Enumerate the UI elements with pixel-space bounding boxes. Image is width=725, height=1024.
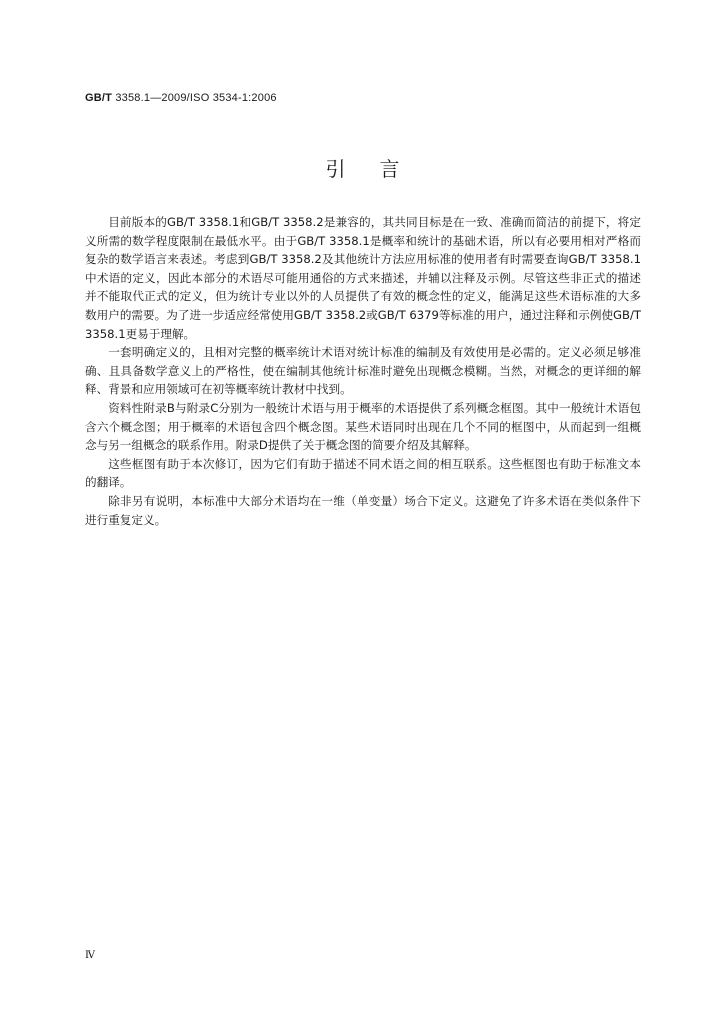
section-title: 引言 bbox=[325, 157, 434, 181]
paragraph-2: 一套明确定义的，且相对完整的概率统计术语对统计标准的编制及有效使用是必需的。定义必须足够准确、且具备数学意义上的严格性，使在编制其他统计标准时避免出现概念模糊。当然，对概念的更详细的解释、背景和应用领域可在初等概率统计教材中找到。 bbox=[85, 345, 641, 397]
document-header bbox=[85, 92, 277, 104]
paragraph-3: 资料性附录B与附录C分别为一般统计术语与用于概率的术语提供了系列概念框图。其中一般统计术语包含六个概念图；用于概率的术语包含四个概念图。某些术语同时出现在几个不同的框图中，从而起到一组概念与另一组概念的联系作用。附录D提供了关于概念图的简要介绍及其解释。 bbox=[85, 400, 641, 453]
introduction-body bbox=[85, 213, 641, 529]
paragraph-4: 这些框图有助于本次修订，因为它们有助于描述不同术语之间的相互联系。这些框图也有助于标准文本的翻译。 bbox=[85, 456, 641, 490]
paragraph-5: 除非另有说明，本标准中大部分术语均在一维（单变量）场合下定义。这避免了许多术语在类似条件下进行重复定义。 bbox=[85, 493, 641, 527]
standard-prefix: GB/T bbox=[85, 92, 113, 104]
standard-code: 3358.1—2009/ISO 3534-1:2006 bbox=[115, 92, 277, 104]
paragraph-1: 目前版本的GB/T 3358.1和GB/T 3358.2是兼容的，其共同目标是在一致、准确而简洁的前提下，将定义所需的数学程度限制在最低水平。由于GB/T 3358.1是概率和统计的基础术语，所以有必要用相对严格而复杂的数学语言来表述。考虑到GB/T 3358.2及其他统计方法应用标准的使用者有时需要查询GB/T 3358.1中术语的定义，因此本部分的术语尽可能用通俗的方式来描述，并辅以注释及示例。尽管这些非正式的描述并不能取代正式的定义，但为统计专业以外的人员提供了有效的概念性的定义，能满足这些术语标准的大多数用户的需要。为了进一步适应经常使用GB/T 3358.2或GB/T 6379等标准的用户，通过注释和示例使GB/T 3358.1更易于理解。 bbox=[85, 215, 641, 341]
page-number: Ⅳ bbox=[85, 950, 95, 961]
